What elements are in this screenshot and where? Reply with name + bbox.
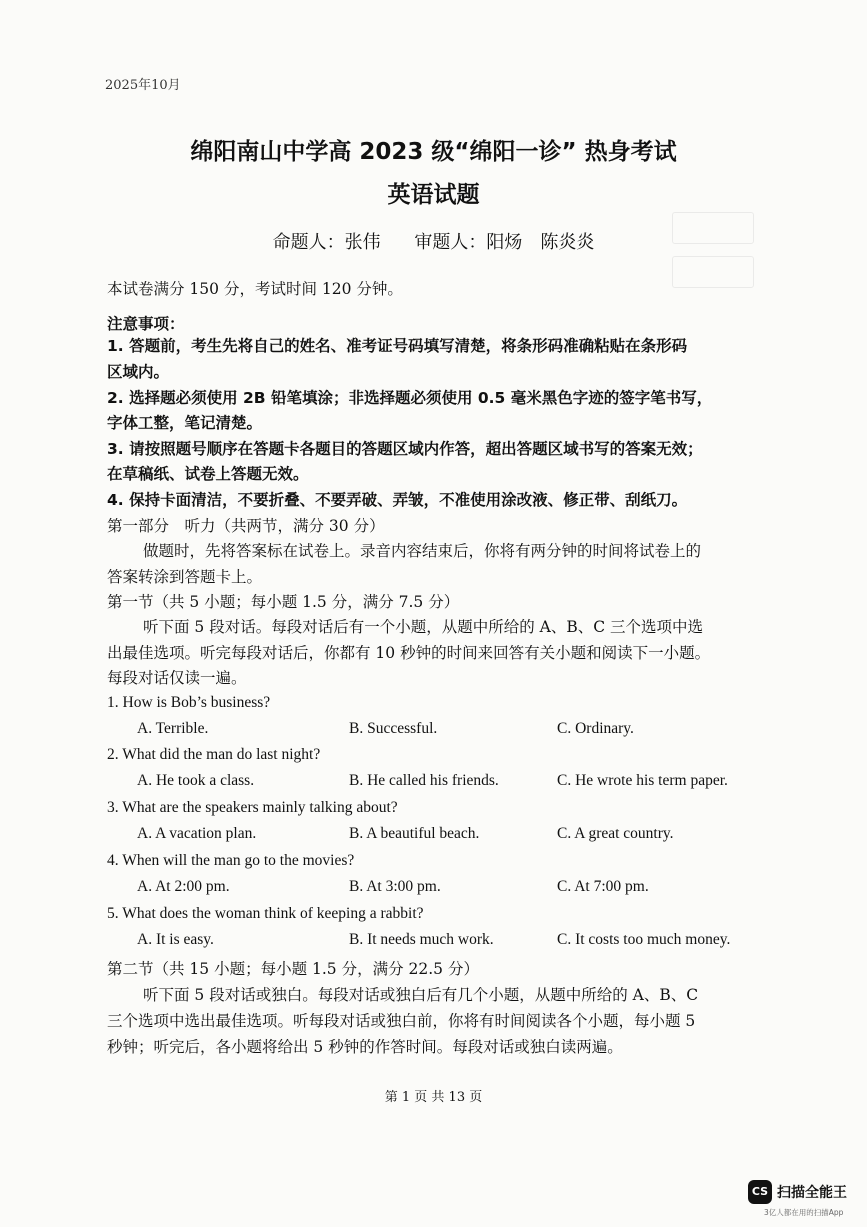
camscanner-logo-icon: CS [748, 1180, 772, 1204]
option-a: A. Terrible. [137, 720, 209, 737]
setter-label: 命题人：张伟 [272, 232, 381, 253]
question-2: 2. What did the man do last night? [107, 746, 321, 763]
option-a: A. A vacation plan. [137, 825, 257, 842]
option-c: C. He wrote his term paper. [557, 772, 728, 789]
scanner-tagline: 3亿人都在用的扫描App [764, 1208, 844, 1217]
option-b: B. Successful. [349, 720, 438, 737]
notice-line: 区域内。 [107, 363, 170, 381]
option-a: A. He took a class. [137, 772, 255, 789]
notice-line: 2. 选择题必须使用 2B 铅笔填涂；非选择题必须使用 0.5 毫米黑色字迹的签字笔书写， [107, 389, 713, 407]
section2-instruction: 三个选项中选出最佳选项。听每段对话或独白前，你将有时间阅读各个小题，每小题 5 [107, 1012, 696, 1030]
authors-line [0, 228, 867, 254]
exam-title: 绵阳南山中学高 2023 级“绵阳一诊” 热身考试 [190, 139, 677, 165]
section2-heading: 第二节（共 15 小题；每小题 1.5 分，满分 22.5 分） [107, 960, 479, 978]
exam-subtitle: 英语试题 [387, 182, 480, 208]
question-1: 1. How is Bob’s business? [107, 694, 271, 711]
question-4: 4. When will the man go to the movies? [107, 852, 355, 869]
option-c: C. Ordinary. [557, 720, 634, 737]
option-c: C. It costs too much money. [557, 931, 731, 948]
option-c: C. A great country. [557, 825, 674, 842]
option-c: C. At 7:00 pm. [557, 878, 649, 895]
page-footer: 第 1 页 共 13 页 [384, 1090, 483, 1105]
notice-line: 字体工整，笔记清楚。 [107, 414, 263, 432]
part1-instruction: 答案转涂到答题卡上。 [107, 568, 263, 586]
section2-instruction: 听下面 5 段对话或独白。每段对话或独白后有几个小题，从题中所给的 A、B、C [143, 986, 699, 1004]
part1-heading: 第一部分 听力（共两节，满分 30 分） [107, 517, 385, 535]
option-b: B. At 3:00 pm. [349, 878, 441, 895]
section1-heading: 第一节（共 5 小题；每小题 1.5 分，满分 7.5 分） [107, 593, 460, 611]
exam-date: 2025年10月 [105, 78, 181, 93]
section1-instruction: 听下面 5 段对话。每段对话后有一个小题，从题中所给的 A、B、C 三个选项中选 [143, 618, 704, 636]
notice-line: 3. 请按照题号顺序在答题卡各题目的答题区域内作答，超出答题区域书写的答案无效； [107, 440, 703, 458]
option-b: B. It needs much work. [349, 931, 494, 948]
part1-instruction: 做题时，先将答案标在试卷上。录音内容结束后，你将有两分钟的时间将试卷上的 [143, 542, 702, 560]
section1-instruction: 出最佳选项。听完每段对话后，你都有 10 秒钟的时间来回答有关小题和阅读下一小题。 [107, 644, 711, 662]
option-b: B. A beautiful beach. [349, 825, 480, 842]
notice-heading: 注意事项： [107, 315, 185, 333]
exam-intro: 本试卷满分 150 分，考试时间 120 分钟。 [107, 280, 403, 298]
option-a: A. It is easy. [137, 931, 214, 948]
scanner-app-name: 扫描全能王 [777, 1185, 847, 1201]
notice-line: 4. 保持卡面清洁，不要折叠、不要弄破、弄皱，不准使用涂改液、修正带、刮纸刀。 [107, 491, 688, 509]
question-5: 5. What does the woman think of keeping a rabbit? [107, 905, 424, 922]
notice-line: 在草稿纸、试卷上答题无效。 [107, 465, 309, 483]
option-b: B. He called his friends. [349, 772, 499, 789]
option-a: A. At 2:00 pm. [137, 878, 230, 895]
bleed-through-mark [672, 256, 754, 288]
notice-line: 1. 答题前，考生先将自己的姓名、准考证号码填写清楚，将条形码准确粘贴在条形码 [107, 337, 688, 355]
scanner-watermark [748, 1180, 858, 1218]
section2-instruction: 秒钟；听完后，各小题将给出 5 秒钟的作答时间。每段对话或独白读两遍。 [107, 1038, 623, 1056]
question-3: 3. What are the speakers mainly talking about? [107, 799, 398, 816]
reviewer-label: 审题人：阳炀 陈炎炎 [414, 232, 595, 253]
section1-instruction: 每段对话仅读一遍。 [107, 669, 247, 687]
